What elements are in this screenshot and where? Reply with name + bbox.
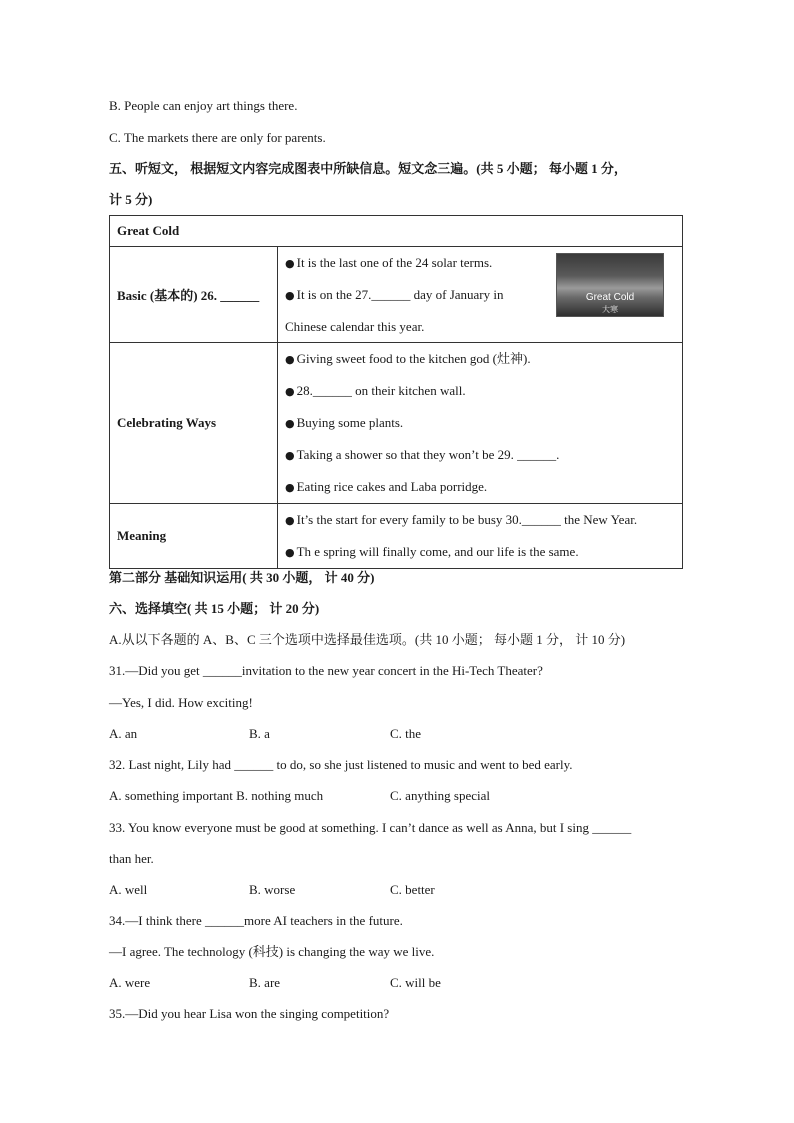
q34-reply: —I agree. The technology (科技) is changing the way we live.	[109, 944, 435, 959]
q34-question: 34.—I think there ______more AI teachers in the future.	[109, 913, 403, 928]
bullet-icon: ●	[285, 546, 295, 559]
q31-option-b: B. a	[249, 726, 270, 741]
bullet-icon: ●	[285, 289, 295, 302]
bullet-icon: ●	[285, 353, 295, 366]
q33-option-b: B. worse	[249, 882, 296, 897]
row-content-meaning: ● It’s the start for every family to be busy 30.______ the New Year. ● Th e spring will finally come, and our life is the same.	[278, 504, 683, 569]
bullet-icon: ●	[285, 481, 295, 494]
row-content-basic: ● It is the last one of the 24 solar terms. ● It is on the 27.______ day of January in Chinese calendar this year. Great Cold 大寒	[278, 247, 683, 343]
great-cold-image	[556, 253, 664, 317]
q32-option-ab: A. something important B. nothing much	[109, 788, 324, 803]
row-label-basic: Basic (基本的) 26. ______	[110, 247, 278, 343]
image-caption-en: Great Cold	[585, 292, 635, 303]
row-label-celebrating: Celebrating Ways	[110, 343, 278, 504]
q35-question: 35.—Did you hear Lisa won the singing competition?	[109, 1006, 390, 1021]
table-header: Great Cold	[110, 216, 683, 247]
q31-reply: —Yes, I did. How exciting!	[109, 695, 253, 710]
row-label-meaning: Meaning	[110, 504, 278, 569]
section5-title-cont: 计 5 分)	[109, 192, 153, 207]
bullet-icon: ●	[285, 417, 295, 430]
q33-question-cont: than her.	[109, 851, 154, 866]
q34-option-a: A. were	[109, 975, 151, 990]
q31-question: 31.—Did you get ______invitation to the new year concert in the Hi-Tech Theater?	[109, 663, 543, 678]
bullet-icon: ●	[285, 449, 295, 462]
q33-question: 33. You know everyone must be good at something. I can’t dance as well as Anna, but I sing ______	[109, 820, 632, 835]
info-table	[109, 215, 683, 569]
q34-option-c: C. will be	[390, 975, 441, 990]
bullet-icon: ●	[285, 257, 295, 270]
option-b: B. People can enjoy art things there.	[109, 98, 298, 113]
q33-option-c: C. better	[390, 882, 435, 897]
part2-title: 第二部分 基础知识运用( 共 30 小题， 计 40 分)	[109, 570, 375, 585]
image-caption-zh: 大寒	[602, 305, 618, 314]
q33-option-a: A. well	[109, 882, 148, 897]
q31-option-a: A. an	[109, 726, 138, 741]
q34-option-b: B. are	[249, 975, 281, 990]
q31-option-c: C. the	[390, 726, 422, 741]
section6-a-instructions: A.从以下各题的 A、B、C 三个选项中选择最佳选项。(共 10 小题； 每小题 1 分， 计 10 分)	[109, 632, 626, 647]
section6-title: 六、选择填空( 共 15 小题； 计 20 分)	[109, 601, 320, 616]
row-content-celebrating: ● Giving sweet food to the kitchen god (灶神). ● 28.______ on their kitchen wall. ● Buying some plants. ● Taking a shower so that they won’t be 29. ______. ● Eating rice cakes and Laba porridge.	[278, 343, 683, 504]
q32-question: 32. Last night, Lily had ______ to do, so she just listened to music and went to bed early.	[109, 757, 573, 772]
section5-title: 五、听短文， 根据短文内容完成图表中所缺信息。短文念三遍。(共 5 小题； 每小题 1 分，	[109, 161, 627, 176]
bullet-icon: ●	[285, 514, 295, 527]
bullet-icon: ●	[285, 385, 295, 398]
option-c: C. The markets there are only for parents.	[109, 130, 326, 145]
q32-option-c: C. anything special	[390, 788, 491, 803]
